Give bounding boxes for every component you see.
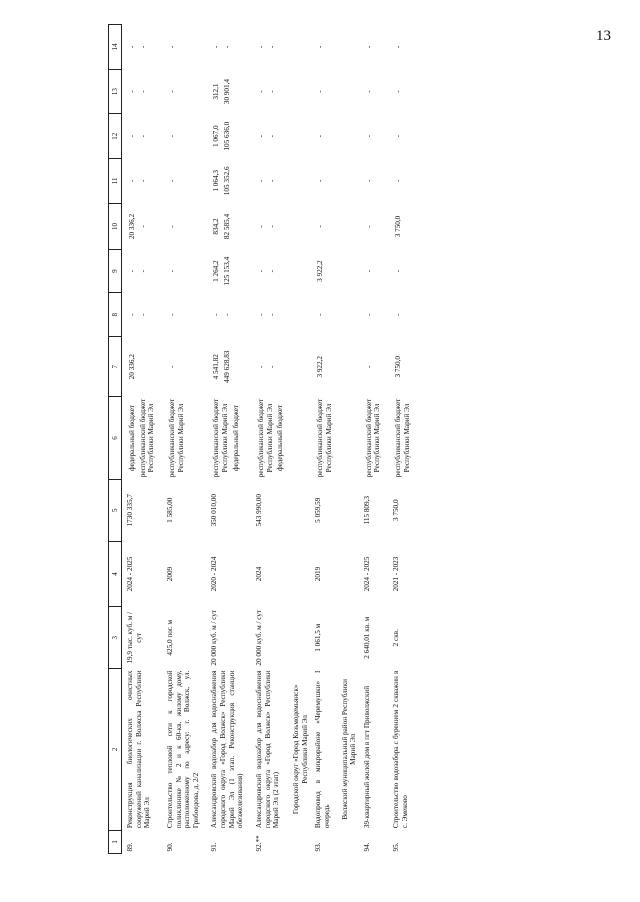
total-cost: 1730 335,7 (126, 494, 134, 527)
col-header: 8 (109, 292, 122, 337)
col-header: 5 (109, 479, 122, 541)
amount-cell-c12 (122, 114, 162, 159)
amount-value: - (364, 313, 373, 316)
amount-value: 30 901,4 (223, 78, 232, 105)
empty-cell (291, 159, 310, 204)
amount-cell-c12 (162, 114, 207, 159)
total-cost: 5 059,59 (314, 497, 323, 523)
total-cost: 350 010,00 (210, 494, 219, 527)
table-row (388, 25, 417, 854)
amount-cell-c7 (388, 337, 417, 397)
col-header: 14 (109, 25, 122, 70)
amount-value: - (364, 90, 373, 93)
amount-cell-c8 (359, 292, 388, 337)
funding-source: республиканский бюджет Республики Марий Эл (167, 398, 185, 478)
amount-value: - (394, 269, 403, 273)
amount-cell-c8 (310, 292, 339, 337)
col-header: 10 (109, 203, 122, 250)
amount-value: - (316, 134, 325, 138)
empty-cell (291, 69, 310, 114)
capacity: 425,0 пог. м (165, 619, 174, 656)
empty-cell (340, 25, 359, 70)
funding-source: республиканский бюджет Республики Марий Эл (394, 398, 411, 478)
total-cost: 3 750,0 (392, 499, 401, 522)
amount-value: - (364, 179, 373, 183)
table-row (206, 25, 251, 854)
amount-cell-c13 (251, 69, 291, 114)
row-number: 94. (362, 842, 371, 852)
amount-cell-c8 (251, 292, 291, 337)
amount-cell-c11 (310, 159, 339, 204)
amount-value: 82 585,4 (223, 213, 232, 240)
amount-value: 834,2 (212, 218, 221, 235)
total-cost: 115 809,3 (362, 495, 371, 525)
amount-cell-c11 (251, 159, 291, 204)
empty-cell (291, 541, 310, 607)
amount-value: - (257, 45, 266, 49)
amount-cell-c14 (310, 25, 339, 70)
section-title: Городской округ «Город Козьмодемьянск» Республики Марий Эл (291, 684, 309, 815)
amount-cell-c9 (359, 250, 388, 293)
empty-cell (291, 337, 310, 397)
budget-table (108, 24, 417, 854)
empty-cell (340, 479, 359, 541)
amount-value: 449 628,83 (223, 350, 232, 383)
amount-value: - (167, 90, 176, 93)
funding-source: республиканский бюджет Республики Марий Эл (364, 398, 382, 478)
object-name: 39-квартирный жилой дом в пгт Приволжский (362, 685, 371, 829)
amount-cell-c9 (310, 250, 339, 293)
amount-cell-c11 (122, 159, 162, 204)
object-name: Александровский водозабор для водоснабжения городского округа «Город Волжск» Республики Марий Эл (2 этап) (255, 670, 281, 829)
amount-value: - (128, 90, 136, 93)
amount-cell-c8 (122, 292, 162, 337)
amount-cell-c14 (206, 25, 251, 70)
amount-value: - (316, 90, 325, 93)
amount-cell-c11 (388, 159, 417, 204)
section-header-row (340, 25, 359, 854)
capacity: 19,9 тыс. куб. м / сут (126, 611, 143, 664)
section-spacer (291, 830, 310, 853)
amount-cell-c8 (206, 292, 251, 337)
col-header: 12 (109, 114, 122, 159)
amount-value: - (364, 269, 373, 273)
empty-cell (340, 114, 359, 159)
funding-source: республиканский бюджет Республики Марий Эл (257, 398, 274, 478)
empty-cell (340, 607, 359, 669)
empty-cell (340, 203, 359, 250)
row-number: 95. (392, 842, 401, 852)
funding-source: республиканский бюджет Республики Марий Эл (138, 398, 156, 478)
column-number-header (109, 25, 122, 854)
empty-cell (340, 292, 359, 337)
amount-cell-c13 (388, 69, 417, 114)
total-cost: 1 585,00 (165, 497, 174, 523)
years: 2024 - 2025 (126, 556, 134, 592)
total-cost: 543 990,00 (255, 494, 264, 527)
amount-value: - (316, 225, 325, 228)
amount-value: - (138, 134, 147, 138)
col-header: 4 (109, 541, 122, 607)
section-title: Волжский муниципальный район Республики Марий Эл (340, 679, 358, 820)
amount-value: - (167, 45, 176, 49)
object-name: Реконструкция биологических очистных сооружений канализации г. Волжска Республики Марий Эл (126, 670, 152, 829)
empty-cell (291, 114, 310, 159)
years: 2021 - 2023 (392, 556, 401, 592)
empty-cell (340, 250, 359, 293)
amount-cell-c9 (388, 250, 417, 293)
empty-cell (291, 203, 310, 250)
amount-value: - (364, 134, 373, 138)
amount-value: 3 750,0 (394, 355, 403, 378)
empty-cell (340, 159, 359, 204)
amount-value: - (267, 45, 276, 49)
amount-cell-c13 (122, 69, 162, 114)
empty-cell (340, 337, 359, 397)
empty-cell (291, 292, 310, 337)
amount-cell-c7 (310, 337, 339, 397)
empty-cell (291, 397, 310, 480)
table-row (122, 25, 162, 854)
row-number: 90. (165, 842, 174, 852)
amount-cell-c7 (359, 337, 388, 397)
amount-value: - (267, 179, 276, 183)
amount-value: - (257, 269, 266, 273)
amount-value: - (223, 313, 232, 316)
empty-cell (340, 397, 359, 480)
col-header: 7 (109, 337, 122, 397)
col-header: 6 (109, 397, 122, 480)
amount-cell-c14 (388, 25, 417, 70)
amount-value: 20 336,2 (128, 213, 136, 240)
amount-cell-c12 (310, 114, 339, 159)
amount-value: - (316, 179, 325, 183)
amount-value: - (128, 45, 136, 49)
amount-value: - (267, 225, 276, 228)
years: 2024 (255, 566, 264, 582)
amount-value: - (128, 269, 136, 273)
amount-cell-c9 (122, 250, 162, 293)
funding-source: федеральный бюджет (276, 404, 285, 472)
amount-value: - (364, 225, 373, 228)
amount-cell-c9 (206, 250, 251, 293)
amount-value: 1 067,0 (212, 125, 221, 147)
funding-sources (122, 397, 162, 480)
amount-cell-c11 (206, 159, 251, 204)
row-number: 89. (126, 842, 134, 852)
amount-value: - (364, 45, 373, 49)
amount-cell-c13 (359, 69, 388, 114)
amount-cell-c10 (251, 203, 291, 250)
amount-cell-c13 (206, 69, 251, 114)
table-row (310, 25, 339, 854)
amount-value: - (138, 269, 147, 273)
empty-cell (291, 607, 310, 669)
empty-cell (340, 69, 359, 114)
amount-value: - (138, 313, 147, 316)
amount-value: - (394, 45, 403, 49)
section-spacer (340, 830, 359, 853)
amount-value: - (316, 45, 325, 49)
amount-value: 105 352,6 (223, 166, 232, 196)
page-number: 13 (596, 28, 611, 44)
amount-cell-c14 (251, 25, 291, 70)
amount-value: - (257, 179, 266, 183)
amount-value: - (257, 365, 266, 368)
years: 2019 (314, 566, 323, 582)
empty-cell (291, 25, 310, 70)
amount-value: 125 153,4 (223, 256, 232, 286)
amount-value: - (167, 225, 176, 228)
amount-value: - (267, 90, 276, 93)
funding-source: республиканский бюджет Республики Марий Эл (316, 398, 333, 478)
capacity: 2 скв. (392, 629, 401, 647)
funding-sources (388, 397, 417, 480)
amount-value: - (212, 45, 221, 49)
amount-cell-c13 (310, 69, 339, 114)
amount-value: - (167, 269, 176, 273)
amount-value: - (138, 45, 147, 49)
years: 2020 - 2024 (210, 556, 219, 592)
amount-value: - (167, 313, 176, 316)
amount-value: - (394, 90, 403, 93)
table-row (251, 25, 291, 854)
amount-value: - (128, 179, 136, 183)
amount-value: - (394, 179, 403, 183)
amount-cell-c7 (251, 337, 291, 397)
amount-value: 4 541,82 (212, 354, 221, 380)
amount-cell-c7 (162, 337, 207, 397)
col-header: 13 (109, 69, 122, 114)
amount-cell-c13 (162, 69, 207, 114)
capacity: 20 000 куб. м / сут (210, 609, 219, 666)
years: 2024 - 2025 (362, 556, 371, 592)
amount-value: - (257, 225, 266, 228)
empty-cell (291, 479, 310, 541)
funding-sources (310, 397, 339, 480)
amount-value: 1 264,2 (212, 260, 221, 282)
col-header: 1 (109, 830, 122, 853)
amount-value: - (394, 134, 403, 138)
funding-sources (359, 397, 388, 480)
amount-cell-c11 (359, 159, 388, 204)
rotated-table-sheet (0, 24, 640, 876)
amount-value: - (267, 134, 276, 138)
row-number: 93. (314, 842, 323, 852)
funding-sources (162, 397, 207, 480)
amount-cell-c10 (206, 203, 251, 250)
amount-cell-c10 (162, 203, 207, 250)
amount-cell-c10 (310, 203, 339, 250)
amount-value: 312,1 (212, 83, 221, 100)
amount-value: 3 922,2 (316, 355, 325, 378)
object-name: Водопровод в микрорайоне «Черемушки» I очередь (314, 670, 331, 829)
empty-cell (340, 541, 359, 607)
funding-source: федеральный бюджет (231, 404, 240, 472)
col-header: 3 (109, 607, 122, 669)
amount-value: - (167, 365, 176, 368)
col-header: 9 (109, 250, 122, 293)
amount-value: - (167, 134, 176, 138)
amount-value: 20 336,2 (128, 354, 136, 380)
amount-cell-c12 (359, 114, 388, 159)
object-name: Строительство тепловой сети к городской поликлинике № 2 и к 60-кв. жилому дому, расположенному по адресу: г. Волжск, ул. Грибоедова, д. 2/2 (165, 670, 200, 829)
amount-cell-c9 (162, 250, 207, 293)
amount-value: - (138, 90, 147, 93)
funding-sources (251, 397, 291, 480)
amount-cell-c14 (122, 25, 162, 70)
amount-cell-c12 (388, 114, 417, 159)
row-number: 91. (210, 842, 219, 852)
funding-sources (206, 397, 251, 480)
object-name: Александровский водозабор для водоснабжения городского округа «Город Волжск» Республики Марий Эл (1 этап. Реконструкция станции обезжелезивания) (210, 670, 245, 829)
col-header: 11 (109, 159, 122, 204)
amount-value: - (257, 313, 266, 316)
amount-cell-c11 (162, 159, 207, 204)
amount-value: - (128, 313, 136, 316)
amount-cell-c8 (162, 292, 207, 337)
amount-cell-c9 (251, 250, 291, 293)
section-header-row (291, 25, 310, 854)
amount-cell-c12 (206, 114, 251, 159)
amount-cell-c7 (122, 337, 162, 397)
table-row (359, 25, 388, 854)
amount-value: - (138, 225, 147, 228)
amount-cell-c12 (251, 114, 291, 159)
capacity: 1 061,5 м (314, 623, 323, 652)
empty-cell (291, 250, 310, 293)
amount-value: - (257, 134, 266, 138)
amount-value: - (138, 179, 147, 183)
table-row (162, 25, 207, 854)
row-number: 92.** (255, 835, 264, 852)
amount-cell-c10 (359, 203, 388, 250)
amount-cell-c7 (206, 337, 251, 397)
amount-cell-c10 (122, 203, 162, 250)
amount-value: - (167, 179, 176, 183)
amount-value: - (267, 365, 276, 368)
amount-value: 3 750,0 (394, 215, 403, 238)
amount-value: - (267, 313, 276, 316)
amount-value: - (394, 313, 403, 316)
amount-cell-c8 (388, 292, 417, 337)
col-header: 2 (109, 669, 122, 831)
funding-source: республиканский бюджет Республики Марий Эл (212, 398, 230, 478)
amount-value: - (316, 313, 325, 316)
amount-value: 105 636,0 (223, 121, 232, 151)
amount-value: - (223, 45, 232, 49)
amount-value: 3 922,2 (316, 260, 325, 282)
funding-source: федеральный бюджет (128, 404, 136, 472)
capacity: 2 640,01 кв. м (362, 616, 371, 659)
amount-value: - (212, 313, 221, 316)
amount-cell-c14 (359, 25, 388, 70)
amount-value: - (364, 365, 373, 368)
amount-value: - (128, 134, 136, 138)
amount-value: - (267, 269, 276, 273)
object-name: Строительство водозабора с бурением 2 скважин в с. Эмеково (392, 670, 409, 829)
capacity: 20 000 куб. м / сут (255, 609, 264, 666)
amount-value: 1 064,3 (212, 170, 221, 192)
years: 2009 (165, 566, 174, 582)
amount-cell-c10 (388, 203, 417, 250)
amount-cell-c14 (162, 25, 207, 70)
amount-value: - (257, 90, 266, 93)
